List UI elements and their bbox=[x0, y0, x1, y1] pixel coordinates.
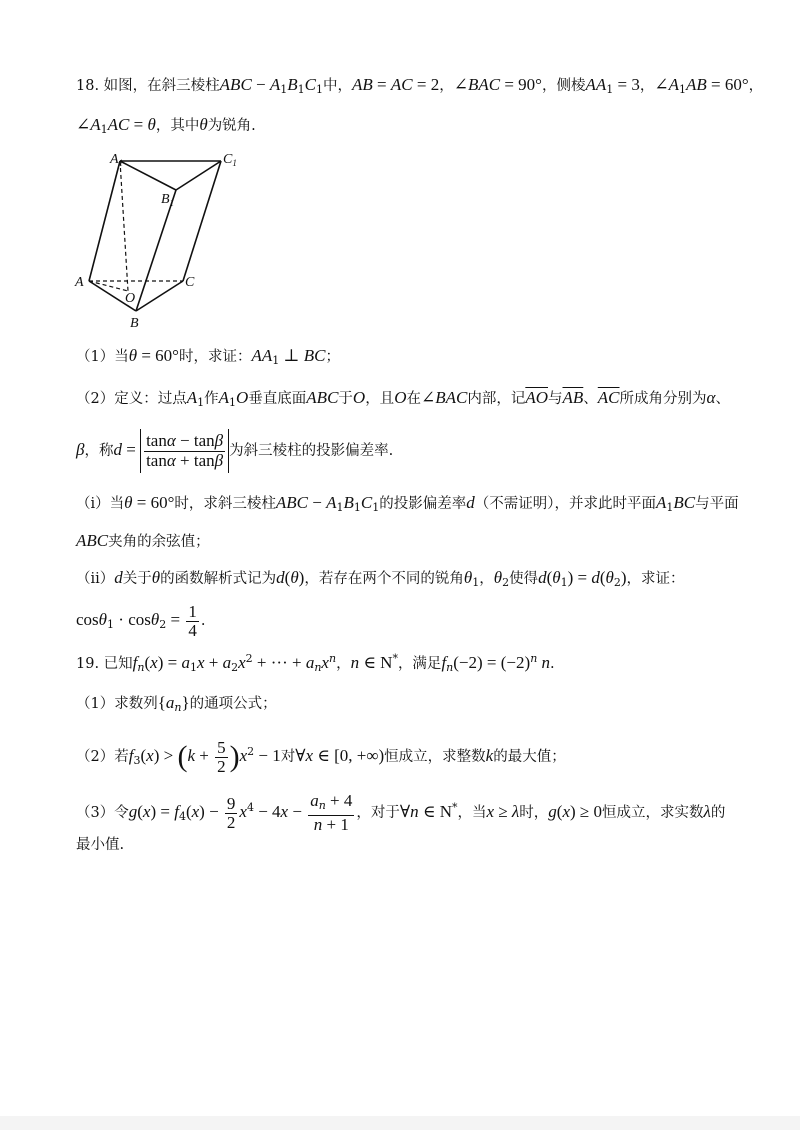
q19-number: 19. bbox=[76, 656, 100, 672]
label-B: B bbox=[130, 316, 139, 331]
label-B1: $B_1$ bbox=[161, 192, 175, 208]
q18-part-ii-line1: （ii）d关于θ的函数解析式记为d(θ)，若存在两个不同的锐角$\theta_1$，$\theta_2$使得$d(\theta_1) = d(\theta_2)$，求证： bbox=[76, 568, 685, 589]
page-bottom-edge bbox=[0, 1116, 800, 1130]
q19-part2: （2）若$f_3(x) > (k$ + $\frac{5}{2}$ )$x^2 - 1$对∀x ∈ [0, +∞)恒成立，求整数k的最大值； bbox=[76, 737, 566, 776]
q18-part2-line2: β，称d = $\frac{\tan\alpha - \tan\beta}{\tan\alpha + \tan\beta}$ 为斜三棱柱的投影偏差率. bbox=[76, 428, 393, 473]
label-C: C bbox=[185, 275, 195, 290]
q18-part-ii-line2: cosθ$_1$ · cosθ$_2$ = $\frac{1}{4}$ . bbox=[76, 601, 206, 640]
q18-part-i-line1: （i）当θ = 60°时，求斜三棱柱ABC − $A_1B_1C_1$的投影偏差率d（不需证明），并求此时平面$A_1BC$与平面 bbox=[76, 493, 739, 514]
q19-part3-line2: 最小值. bbox=[76, 837, 125, 853]
q18-intro-line1: 18. 如图，在斜三棱柱ABC − $A_1B_1C_1$中，AB = AC = 2，∠BAC = 90°，侧棱$AA_1 = 3$，$\angle A_1AB = 60^\circ$， bbox=[76, 75, 764, 96]
q18-part-i-line2: ABC夹角的余弦值； bbox=[76, 531, 210, 550]
q19-part3-line1: （3）令$g(x) = f_4(x)$ − $\frac{9}{2}$ $x^4 - 4x$ − $\frac{a_n + 4}{n + 1}$ ，对于∀n ∈ N*，当x ≥ λ时，g(x) ≥ 0恒成立，求实数λ的 bbox=[76, 790, 726, 834]
label-C1: $C_1$ bbox=[223, 152, 237, 168]
q18-intro-line2: $\angle A_1AC = \theta$，其中θ为锐角. bbox=[76, 115, 256, 136]
q18-part1: （1）当θ = 60°时，求证：$AA_1$ ⊥ BC； bbox=[76, 346, 340, 367]
prism-diagram bbox=[70, 148, 250, 333]
q18-part2-line1: （2）定义：过点$A_1$作$A_1O$垂直底面ABC于O，且O在∠BAC内部，记$\overline{AO}$与$\overline{AB}$、$\overline{AC}$所成角分别为α、 bbox=[76, 388, 730, 409]
label-A: A bbox=[75, 275, 84, 290]
q18-number: 18. bbox=[76, 78, 100, 94]
label-O: O bbox=[125, 291, 136, 306]
label-A1: $A_1$ bbox=[110, 152, 124, 168]
q19-part1: （1）求数列$\{a_n\}$的通项公式； bbox=[76, 693, 277, 714]
q19-intro: 19. 已知$f_n(x) = a_1x + a_2x^2$ + ··· + $a_nx^n$，n ∈ N*，满足$f_n(-2) = (-2)^n$ n. bbox=[76, 652, 555, 674]
